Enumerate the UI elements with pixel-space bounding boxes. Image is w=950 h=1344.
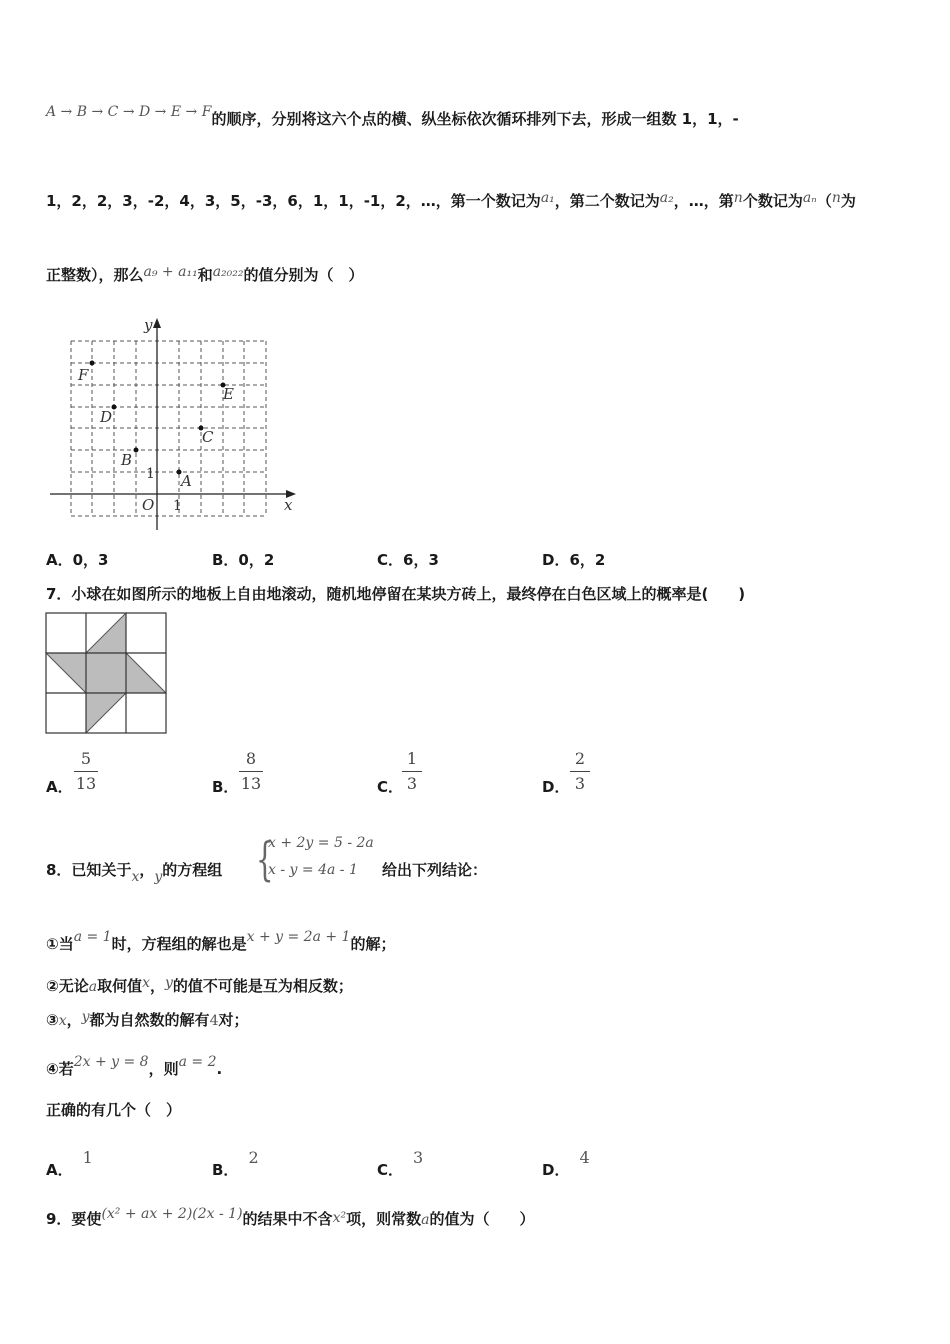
equation-brace: {	[256, 832, 274, 886]
q8-d-letter: D．	[542, 1161, 570, 1179]
c2-math-2: x	[142, 975, 150, 991]
point-C-label: C	[202, 428, 214, 446]
a9-plus-a11: a₉ + a₁₁	[143, 264, 198, 280]
q7-option-c-letter[interactable]: C．	[377, 778, 404, 796]
c2-math-1: a	[88, 979, 98, 995]
q7-c-numerator: 1	[406, 749, 418, 768]
q9-d: 的值为（ ）	[429, 1210, 535, 1228]
q6-option-d[interactable]: D．6，2	[542, 551, 606, 569]
q8-option-c[interactable]	[377, 1148, 423, 1180]
sequence-formula: A → B → C → D → E → F	[46, 104, 212, 120]
coordinate-graph	[40, 312, 310, 547]
q8-c-letter: C．	[377, 1161, 404, 1179]
y-tick-1: 1	[146, 466, 155, 482]
q8-intro-b: 的方程组	[162, 861, 223, 879]
q7-a-numerator: 5	[80, 749, 92, 768]
q8-option-a[interactable]	[46, 1148, 93, 1180]
q8-option-d[interactable]	[542, 1148, 590, 1180]
n-symbol-2: n	[831, 190, 841, 206]
q6-line2-c: ，…，第	[673, 192, 734, 210]
q7-a-denominator: 13	[75, 774, 97, 793]
c3-math-1: x	[58, 1013, 67, 1029]
q6-option-b[interactable]: B．0，2	[212, 551, 275, 569]
q7-question: 7．小球在如图所示的地板上自由地滚动，随机地停留在某块方砖上，最终停在白色区域上的概率是( )	[46, 585, 746, 603]
c3-c: 都为自然数的解有	[89, 1011, 210, 1029]
c4-a: ④若	[46, 1060, 74, 1078]
equation-1: x + 2y = 5 - 2a	[268, 835, 374, 851]
c1-math-2: x + y = 2a + 1	[246, 929, 351, 945]
point-D-label: D	[100, 408, 113, 426]
q8-b-letter: B．	[212, 1161, 239, 1179]
q9-c: 项，则常数	[346, 1210, 422, 1228]
q6-line3	[46, 264, 364, 285]
q8-conclusion-3	[46, 1009, 249, 1030]
q9-x-squared: x²	[332, 1210, 347, 1226]
q7-b-denominator: 13	[240, 774, 262, 793]
q7-option-c-fraction	[402, 749, 422, 794]
q8-conclusion-1	[46, 929, 395, 954]
q8-a-letter: A．	[46, 1161, 73, 1179]
c2-b: 取何值	[97, 977, 143, 995]
c1-b: 时，方程组的解也是	[111, 935, 247, 953]
q8-comma: ，	[139, 861, 155, 879]
point-B-label: B	[121, 451, 133, 469]
q6-line2-b: ，第二个数记为	[554, 192, 660, 210]
q9-expression: (x² + ax + 2)(2x - 1)	[101, 1206, 243, 1222]
q8-question: 正确的有几个（ ）	[46, 1101, 182, 1119]
q8-y-var: y	[154, 869, 163, 885]
origin-label: O	[142, 496, 155, 514]
q7-option-a-fraction	[74, 749, 98, 794]
q7-option-b-letter[interactable]: B．	[212, 778, 239, 796]
q9-a: 9．要使	[46, 1210, 102, 1228]
q8-a-value: 1	[82, 1148, 93, 1167]
q6-line1-text: 的顺序，分别将这六个点的横、纵坐标依次循环排列下去，形成一组数 1，1，-	[211, 110, 739, 128]
q6-line1	[46, 104, 739, 129]
q6-line2-e: （	[816, 192, 832, 210]
c3-b: ，	[66, 1011, 82, 1029]
q8-intro-a	[46, 859, 222, 885]
q9-question	[46, 1206, 534, 1229]
a2-symbol: a₂	[659, 190, 674, 206]
c4-math-2: a = 2	[178, 1054, 217, 1070]
q6-line3-a: 正整数），那么	[46, 266, 144, 284]
c1-math-1: a = 1	[73, 929, 112, 945]
c4-math-1: 2x + y = 8	[73, 1054, 149, 1070]
n-symbol: n	[733, 190, 743, 206]
q7-d-numerator: 2	[574, 749, 586, 768]
c4-c: .	[216, 1060, 223, 1078]
c1-a: ①当	[46, 935, 74, 953]
q8-conclusion-2	[46, 975, 353, 996]
c3-d: 对；	[218, 1011, 249, 1029]
q8-c-value: 3	[413, 1148, 424, 1167]
q8-b-value: 2	[248, 1148, 259, 1167]
q6-option-a[interactable]: A．0，3	[46, 551, 109, 569]
point-E-label: E	[223, 385, 234, 403]
tile-floor-figure	[45, 612, 167, 734]
c3-math-2: y	[81, 1009, 90, 1025]
q7-option-d-letter[interactable]: D．	[542, 778, 570, 796]
q7-option-a-letter[interactable]: A．	[46, 778, 73, 796]
point-D	[112, 405, 117, 410]
q6-line2	[46, 190, 856, 211]
point-A-label: A	[181, 472, 192, 490]
q7-option-b-fraction	[239, 749, 263, 794]
q8-option-b[interactable]	[212, 1148, 259, 1180]
c3-a: ③	[46, 1011, 59, 1029]
q8-intro-c: 给出下列结论：	[382, 861, 488, 879]
c2-c: ，	[149, 977, 165, 995]
y-axis-label: y	[144, 316, 153, 334]
q9-a-var: a	[421, 1212, 430, 1228]
q6-line3-c: 的值分别为（ ）	[243, 266, 364, 284]
q6-line2-d: 个数记为	[742, 192, 803, 210]
equation-2: x - y = 4a - 1	[268, 862, 358, 878]
q7-option-d-fraction	[570, 749, 590, 794]
q6-line3-b: 和	[197, 266, 213, 284]
q7-d-denominator: 3	[574, 774, 586, 793]
point-F	[90, 361, 95, 366]
q7-b-numerator: 8	[245, 749, 257, 768]
q6-option-c[interactable]: C．6，3	[377, 551, 439, 569]
c2-math-3: y	[165, 975, 173, 991]
a1-symbol: a₁	[540, 190, 555, 206]
an-symbol: aₙ	[802, 190, 817, 206]
q8-d-value: 4	[579, 1148, 590, 1167]
a2022-symbol: a₂₀₂₂	[212, 264, 244, 280]
x-tick-1: 1	[173, 498, 182, 514]
q7-c-denominator: 3	[406, 774, 418, 793]
q6-line2-a: 1，2，2，3，-2，4，3，5，-3，6，1，1，-1，2，…，第一个数记为	[46, 192, 541, 210]
x-axis-label: x	[284, 496, 293, 514]
q8-x-var: x	[131, 869, 140, 885]
q8-intro-text: 8．已知关于	[46, 861, 132, 879]
c3-math-3: 4	[209, 1013, 219, 1029]
q6-line2-f: 为	[840, 192, 856, 210]
c1-c: 的解；	[350, 935, 396, 953]
c2-d: 的值不可能是互为相反数；	[172, 977, 353, 995]
point-F-label: F	[78, 366, 89, 384]
c4-b: ，则	[148, 1060, 179, 1078]
c2-a: ②无论	[46, 977, 89, 995]
q8-conclusion-4	[46, 1054, 222, 1079]
point-B	[134, 448, 139, 453]
q9-b: 的结果中不含	[242, 1210, 333, 1228]
